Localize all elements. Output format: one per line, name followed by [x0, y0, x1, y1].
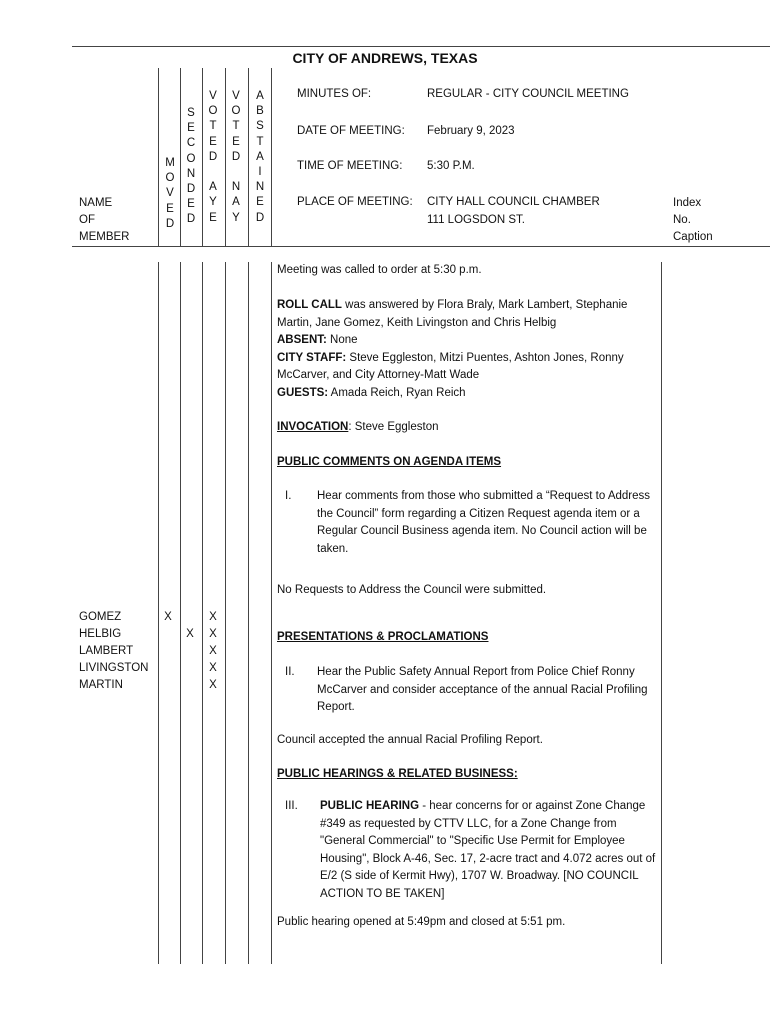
accepted-note: Council accepted the annual Racial Profiling Report. [277, 734, 543, 746]
item-number: III. [285, 800, 298, 812]
minutes-of-value: REGULAR - CITY COUNCIL MEETING [427, 88, 629, 100]
city-title: CITY OF ANDREWS, TEXAS [292, 50, 478, 66]
staff-label: CITY STAFF: [277, 351, 347, 364]
roll-call-text: was answered by Flora Braly, Mark Lambert, Stephanie Martin, Jane Gomez, Keith Livingston and Chris Helbig [277, 299, 628, 329]
public-hearing-label: PUBLIC HEARING [320, 800, 420, 812]
roll-call-label: ROLL CALL [277, 299, 342, 311]
member-name: LIVINGSTON [79, 662, 149, 674]
item-number: II. [285, 666, 295, 678]
absent-label: ABSENT: [277, 334, 327, 346]
date-value: February 9, 2023 [427, 125, 515, 137]
body-col-divider [225, 262, 226, 964]
item-text: Hear comments from those who submitted a “Request to Address the Council” form regarding a Citizen Request agenda item or a Regular Council Business agenda item. No Council action will be taken. [317, 490, 651, 555]
moved-header: M O V E D [165, 157, 175, 230]
body-col-divider [180, 262, 181, 964]
absent-text: None [326, 334, 358, 346]
presentations-heading: PRESENTATIONS & PROCLAMATIONS [277, 631, 489, 643]
place-value-line2: 111 LOGSDON ST. [427, 214, 525, 226]
call-to-order: Meeting was called to order at 5:30 p.m. [277, 264, 482, 276]
item-text: - hear concerns for or against Zone Change #349 as requested by CTTV LLC, for a Zone Change from "General Commercial" to "Specific Use Permit for Employee Housing", Block A-46, Sec. 17, 2-acre tract and 4.072 acres out of E/2 (S side of Kermit Hwy), 1707 W. Broadway. [NO COUNCIL ACTION TO BE TAKEN] [320, 800, 656, 900]
guests-text: Amada Reich, Ryan Reich [328, 386, 466, 399]
top-rule [72, 46, 770, 47]
member-name: LAMBERT [79, 645, 134, 657]
member-name: HELBIG [79, 628, 122, 640]
public-comments-heading: PUBLIC COMMENTS ON AGENDA ITEMS [277, 456, 502, 468]
time-label: TIME OF MEETING: [297, 160, 403, 172]
invocation-text: : Steve Eggleston [348, 421, 439, 433]
seconded-marks: X [186, 628, 194, 640]
col-divider [158, 68, 159, 246]
col-divider [271, 68, 272, 246]
item-text: Hear the Public Safety Annual Report from Police Chief Ronny McCarver and consider acceptance of the annual Racial Profiling Report. [317, 666, 648, 713]
invocation-label: INVOCATION [277, 421, 349, 433]
body-col-divider [202, 262, 203, 964]
voted-aye-header: V O T E D A Y E [208, 90, 218, 224]
member-names [79, 609, 148, 694]
place-value-line1: CITY HALL COUNCIL CHAMBER [427, 196, 600, 208]
guests-label: GUESTS: [277, 386, 329, 399]
hearing-result: Public hearing opened at 5:49pm and closed at 5:51 pm. [277, 916, 566, 928]
body-col-divider [248, 262, 249, 964]
no-requests-note: No Requests to Address the Council were submitted. [277, 584, 547, 596]
hearings-heading: PUBLIC HEARINGS & RELATED BUSINESS: [277, 768, 518, 780]
moved-marks: X [164, 611, 172, 623]
aye-marks: X X X X X [209, 611, 217, 691]
index-caption-header: Index No. Caption [673, 197, 713, 243]
date-label: DATE OF MEETING: [297, 125, 405, 137]
staff-text: Steve Eggleston, Mitzi Puentes, Ashton Jones, Ronny McCarver, and City Attorney-Matt Wade [277, 351, 624, 381]
seconded-header: S E C O N D E D [186, 107, 196, 226]
item-number: I. [285, 490, 292, 502]
voted-nay-header: V O T E D N A Y [231, 90, 241, 224]
col-divider [248, 68, 249, 246]
time-value: 5:30 P.M. [427, 160, 475, 172]
place-label: PLACE OF MEETING: [297, 196, 413, 208]
member-name: MARTIN [79, 679, 123, 691]
body-col-divider [661, 262, 662, 964]
minutes-of-label: MINUTES OF: [297, 88, 372, 100]
member-name: GOMEZ [79, 611, 122, 623]
body-col-divider [158, 262, 159, 964]
header-rule [72, 246, 770, 247]
roll-call-section [277, 297, 657, 402]
abstained-header: A B S T A I N E D [255, 90, 265, 224]
invocation [277, 419, 657, 437]
name-of-member-header: NAME OF MEMBER [79, 197, 130, 243]
body-col-divider [271, 262, 272, 964]
